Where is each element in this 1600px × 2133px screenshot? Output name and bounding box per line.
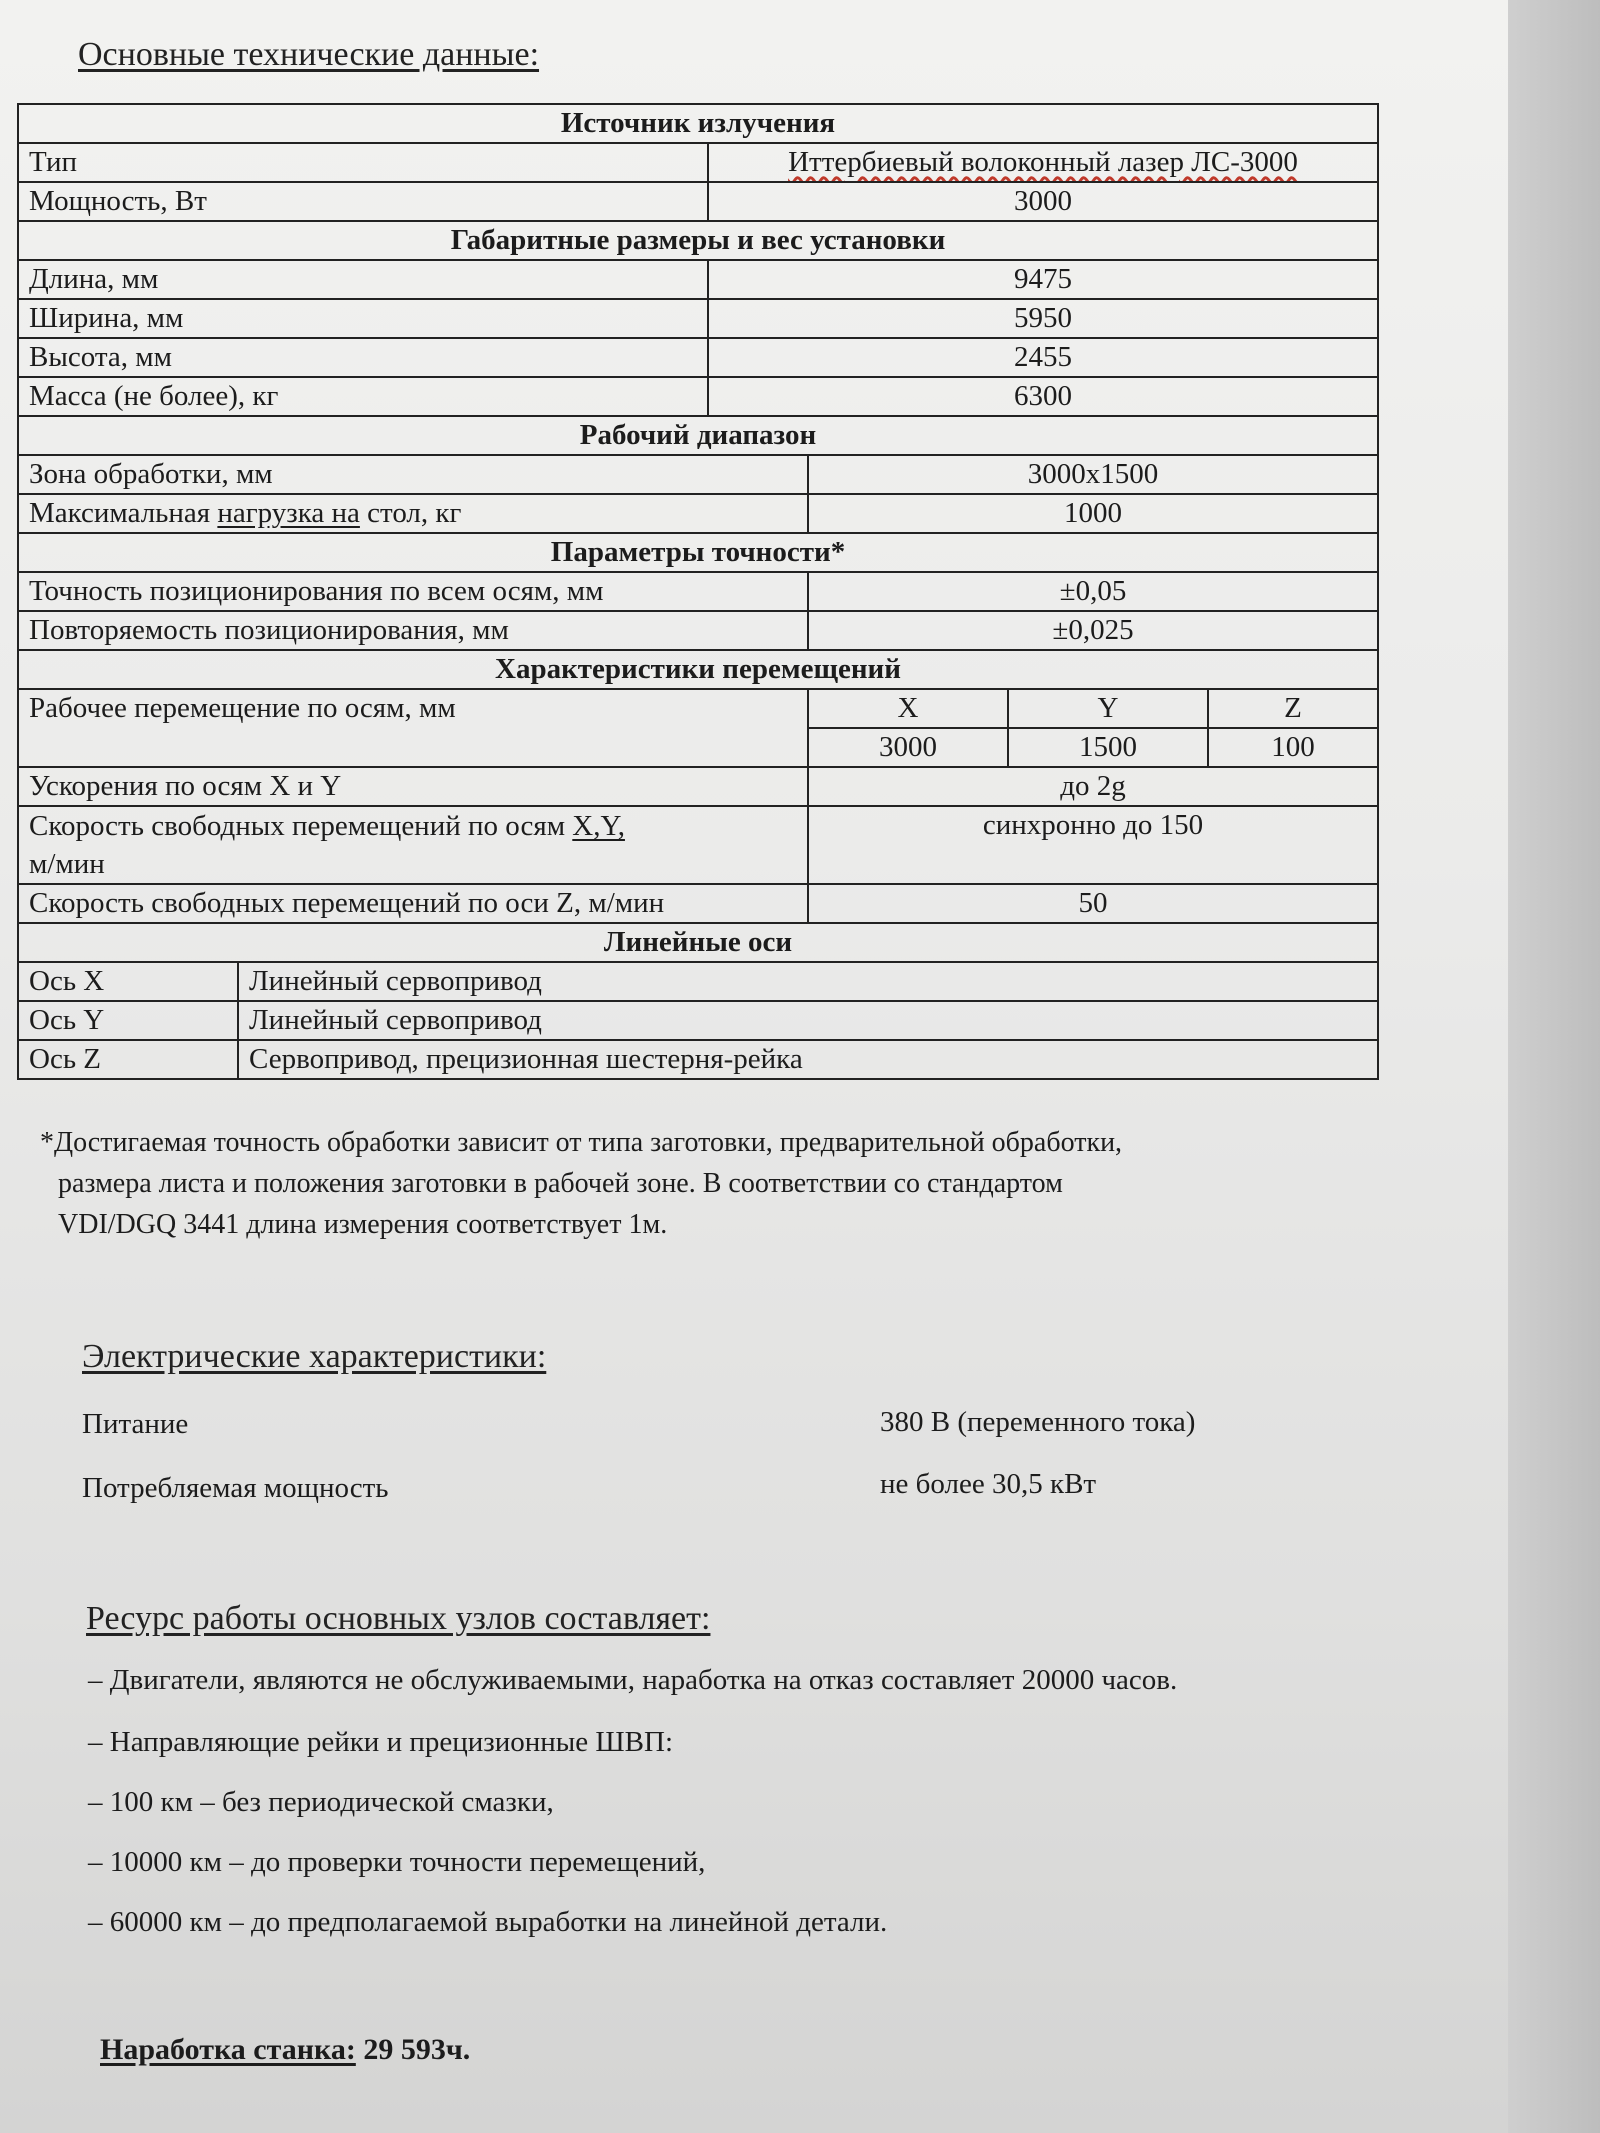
resource-heading: Ресурс работы основных узлов составляет:	[86, 1600, 711, 1637]
footnote-line: VDI/DGQ 3441 длина измерения соответствует 1м.	[58, 1209, 668, 1240]
row-label: Повторяемость позиционирования, мм	[18, 611, 808, 650]
footnote	[40, 1122, 1380, 1245]
row-value: ±0,025	[808, 611, 1378, 650]
table-row	[18, 884, 1378, 923]
row-value: Линейный сервопривод	[238, 962, 1378, 1001]
row-label: Длина, мм	[18, 260, 708, 299]
row-label: Ось Z	[18, 1040, 238, 1079]
section-header-axes: Линейные оси	[18, 923, 1378, 962]
power-supply-value: 380 В (переменного тока)	[880, 1406, 1196, 1438]
machine-runtime	[100, 2033, 470, 2067]
row-value: ±0,05	[808, 572, 1378, 611]
row-value: Сервопривод, прецизионная шестерня-рейка	[238, 1040, 1378, 1079]
table-row	[18, 494, 1378, 533]
table-row	[18, 611, 1378, 650]
table-row	[18, 143, 1378, 182]
table-row	[18, 572, 1378, 611]
travel-x: 3000	[808, 728, 1008, 767]
footnote-line: размера листа и положения заготовки в рабочей зоне. В соответствии со стандартом	[58, 1168, 1063, 1199]
section-header-dims: Габаритные размеры и вес установки	[18, 221, 1378, 260]
row-label: Точность позиционирования по всем осям, мм	[18, 572, 808, 611]
row-value: 3000	[708, 182, 1378, 221]
row-value: до 2g	[808, 767, 1378, 806]
row-label: Мощность, Вт	[18, 182, 708, 221]
list-item: – Двигатели, являются не обслуживаемыми, наработка на отказ составляет 20000 часов.	[88, 1664, 1178, 1696]
axis-header-y: Y	[1008, 689, 1208, 728]
table-row	[18, 689, 1378, 728]
row-label: Зона обработки, мм	[18, 455, 808, 494]
runtime-value: 29 593ч.	[355, 2033, 471, 2066]
row-value: 2455	[708, 338, 1378, 377]
table-row	[18, 299, 1378, 338]
row-value: синхронно до 150	[808, 806, 1378, 884]
row-value: Линейный сервопривод	[238, 1001, 1378, 1040]
section-header-source: Источник излучения	[18, 104, 1378, 143]
row-value: 6300	[708, 377, 1378, 416]
list-item: – Направляющие рейки и прецизионные ШВП:	[88, 1726, 673, 1758]
row-value: 5950	[708, 299, 1378, 338]
row-value: 9475	[708, 260, 1378, 299]
row-label: Скорость свободных перемещений по оси Z, м/мин	[18, 884, 808, 923]
section-header-motion: Характеристики перемещений	[18, 650, 1378, 689]
page-shadow-edge	[1508, 0, 1600, 2133]
table-row	[18, 1040, 1378, 1079]
page-title: Основные технические данные:	[78, 36, 540, 73]
list-item: – 100 км – без периодической смазки,	[88, 1786, 554, 1818]
list-item: – 10000 км – до проверки точности перемещений,	[88, 1846, 706, 1878]
power-consumption-value: не более 30,5 кВт	[880, 1468, 1097, 1500]
list-item: – 60000 км – до предполагаемой выработки на линейной детали.	[88, 1906, 888, 1938]
spec-table	[17, 103, 1379, 1080]
table-row	[18, 182, 1378, 221]
row-label: Максимальная нагрузка на стол, кг	[18, 494, 808, 533]
table-row	[18, 338, 1378, 377]
row-value	[708, 143, 1378, 182]
power-supply-label: Питание	[82, 1408, 189, 1440]
electrical-heading: Электрические характеристики:	[82, 1338, 547, 1375]
table-row	[18, 1001, 1378, 1040]
travel-z: 100	[1208, 728, 1378, 767]
table-row	[18, 767, 1378, 806]
row-label: Скорость свободных перемещений по осям X,Y, м/мин	[18, 806, 808, 884]
row-label: Рабочее перемещение по осям, мм	[18, 689, 808, 767]
section-header-range: Рабочий диапазон	[18, 416, 1378, 455]
row-label: Масса (не более), кг	[18, 377, 708, 416]
axis-header-z: Z	[1208, 689, 1378, 728]
underlined-text: X,Y,	[572, 810, 625, 842]
laser-type-value: Иттербиевый волоконный лазер ЛС-3000	[788, 146, 1298, 178]
table-row	[18, 806, 1378, 884]
row-label: Ширина, мм	[18, 299, 708, 338]
row-label: Ось X	[18, 962, 238, 1001]
table-row	[18, 962, 1378, 1001]
section-header-precision: Параметры точности*	[18, 533, 1378, 572]
axis-header-x: X	[808, 689, 1008, 728]
power-consumption-label: Потребляемая мощность	[82, 1472, 389, 1504]
row-label: Тип	[18, 143, 708, 182]
travel-y: 1500	[1008, 728, 1208, 767]
row-label: Ускорения по осям X и Y	[18, 767, 808, 806]
row-value: 3000x1500	[808, 455, 1378, 494]
row-label: Ось Y	[18, 1001, 238, 1040]
row-value: 50	[808, 884, 1378, 923]
row-label: Высота, мм	[18, 338, 708, 377]
underlined-text: нагрузка на	[217, 497, 360, 529]
table-row	[18, 260, 1378, 299]
table-row	[18, 455, 1378, 494]
row-value: 1000	[808, 494, 1378, 533]
runtime-label: Наработка станка:	[100, 2033, 356, 2066]
table-row	[18, 377, 1378, 416]
footnote-line: *Достигаемая точность обработки зависит от типа заготовки, предварительной обработки,	[40, 1127, 1123, 1158]
